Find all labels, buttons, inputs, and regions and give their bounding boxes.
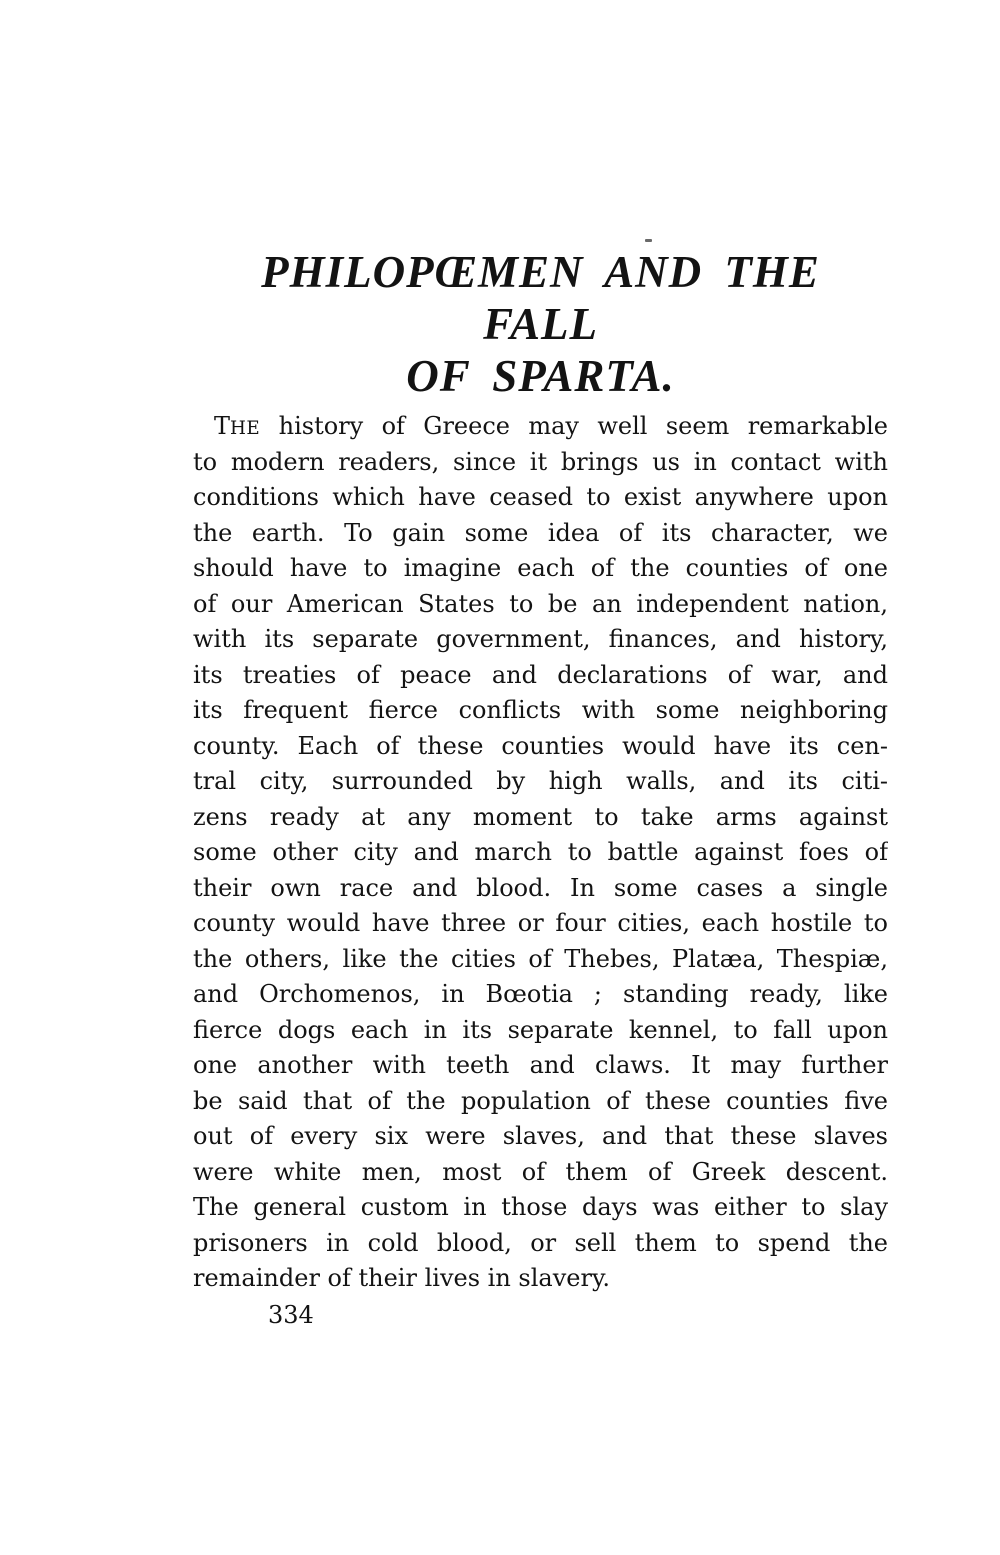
text-line: its frequent fierce conflicts with some neighboring bbox=[193, 696, 888, 724]
text-line: the others, like the cities of Thebes, Platæa, Thespiæ, bbox=[193, 944, 888, 973]
lead-capital: T bbox=[214, 412, 231, 440]
lead-smallcaps: HE bbox=[230, 418, 261, 439]
page-number: 334 bbox=[268, 1301, 314, 1329]
chapter-title bbox=[193, 246, 888, 402]
body-text bbox=[193, 409, 888, 1297]
text-line: prisoners in cold blood, or sell them to spend the bbox=[193, 1228, 888, 1257]
text-line: conditions which have ceased to exist anywhere upon bbox=[193, 483, 888, 511]
text-line: tral city, surrounded by high walls, and its citi- bbox=[193, 767, 888, 795]
text-line: county. Each of these counties would have its cen- bbox=[193, 731, 888, 760]
text-line: the earth. To gain some idea of its character, we bbox=[193, 518, 888, 547]
text-line: of our American States to be an independent nation, bbox=[193, 589, 888, 618]
text-line: its treaties of peace and declarations of war, and bbox=[193, 660, 888, 689]
chapter-title-line2: OF SPARTA. bbox=[406, 351, 675, 401]
text-line: to modern readers, since it brings us in contact with bbox=[193, 447, 888, 476]
text-line: should have to imagine each of the counties of one bbox=[193, 554, 888, 582]
text-line: were white men, most of them of Greek descent. bbox=[193, 1157, 888, 1186]
text-line: one another with teeth and claws. It may further bbox=[193, 1051, 888, 1079]
text-line: fierce dogs each in its separate kennel, to fall upon bbox=[193, 1015, 888, 1044]
text-line: The general custom in those days was either to slay bbox=[193, 1193, 888, 1221]
text-line-first bbox=[193, 409, 888, 445]
text-line: be said that of the population of these counties five bbox=[193, 1086, 888, 1115]
text-line: their own race and blood. In some cases a single bbox=[193, 873, 888, 902]
scan-artifact-dash bbox=[645, 239, 652, 242]
text-line: and Orchomenos, in Bœotia ; standing ready, like bbox=[193, 980, 888, 1008]
text-line: zens ready at any moment to take arms against bbox=[193, 802, 888, 831]
first-line-rest: history of Greece may well seem remarkable bbox=[260, 412, 888, 440]
text-line: out of every six were slaves, and that these slaves bbox=[193, 1122, 888, 1150]
text-line: county would have three or four cities, each hostile to bbox=[193, 909, 888, 937]
chapter-title-line1: PHILOPŒMEN AND THE FALL bbox=[261, 247, 820, 349]
text-line: some other city and march to battle against foes of bbox=[193, 838, 888, 866]
text-line-last: remainder of their lives in slavery. bbox=[193, 1264, 610, 1292]
justified-lines bbox=[193, 445, 888, 1262]
text-line: with its separate government, finances, and history, bbox=[193, 625, 888, 653]
